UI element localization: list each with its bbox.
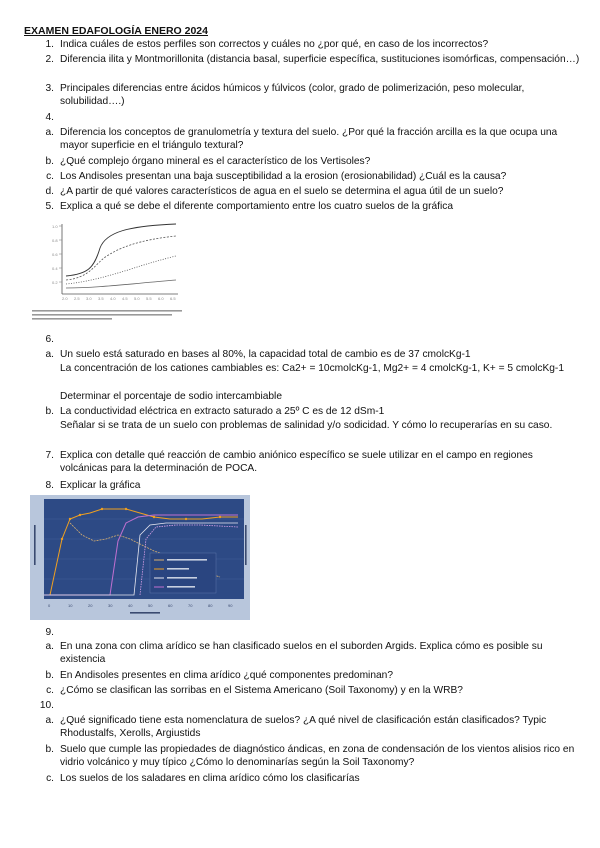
item-text: La conductividad eléctrica en extracto saturado a 25º C es de 12 dSm-1 <box>60 406 385 417</box>
svg-text:90: 90 <box>228 603 233 608</box>
soil-water-chart-figure <box>28 218 188 330</box>
item-marker: b. <box>45 670 54 681</box>
svg-text:1.0: 1.0 <box>52 224 58 229</box>
item-marker: 2. <box>45 54 54 65</box>
item-text: Explica a qué se debe el diferente comportamiento entre los cuatro suelos de la gráfica <box>60 201 454 212</box>
item-marker: 8. <box>45 480 54 491</box>
svg-text:4.0: 4.0 <box>110 296 116 301</box>
item-marker: c. <box>46 685 54 696</box>
item-marker: 1. <box>45 39 54 50</box>
item-text: Diferencia los conceptos de granulometría y textura del suelo. ¿Por qué la fracción arcilla es la que ocupa una mayor superficie en el triángulo textural? <box>60 127 558 151</box>
svg-text:3.5: 3.5 <box>98 296 104 301</box>
item-text: Principales diferencias entre ácidos húmicos y fúlvicos (color, grado de polimerización, peso molecular, solubilidad….) <box>60 83 525 107</box>
item-marker: 7. <box>45 450 54 461</box>
svg-text:4.5: 4.5 <box>122 296 128 301</box>
item-text: ¿Qué significado tiene esta nomenclatura de suelos? ¿A qué nivel de clasificación están clasificados? Typic Rhodustalfs, Xerolls, Argiustids <box>60 715 547 739</box>
item-marker: d. <box>45 186 54 197</box>
item-text: Suelo que cumple las propiedades de diagnóstico ándicas, en zona de condensación de los vientos alisios rico en vidrio volcánico y muy típico ¿Cómo lo denominarías según la Soil Taxonomy? <box>60 744 575 768</box>
item-marker: a. <box>45 715 54 726</box>
item-marker: c. <box>46 171 54 182</box>
svg-text:5.0: 5.0 <box>134 296 140 301</box>
svg-text:0: 0 <box>48 603 51 608</box>
svg-text:6.0: 6.0 <box>158 296 164 301</box>
svg-text:2.0: 2.0 <box>62 296 68 301</box>
item-text: La concentración de los cationes cambiables es: Ca2+ = 10cmolcKg-1, Mg2+ = 4 cmolcKg-1, K+ = 5 cmolcKg-1 <box>60 363 564 374</box>
item-text: Diferencia ilita y Montmorillonita (distancia basal, superficie específica, sustituciones isomórficas, compensación…) <box>60 54 580 65</box>
svg-text:70: 70 <box>188 603 193 608</box>
svg-text:10: 10 <box>68 603 73 608</box>
item-text: ¿Cómo se clasifican las sorribas en el Sistema Americano (Soil Taxonomy) y en la WRB? <box>60 685 463 696</box>
svg-text:30: 30 <box>108 603 113 608</box>
item-marker: b. <box>45 744 54 755</box>
svg-text:5.5: 5.5 <box>146 296 152 301</box>
item-marker: b. <box>45 406 54 417</box>
item-marker: b. <box>45 156 54 167</box>
item-marker: 4. <box>45 112 54 123</box>
svg-text:6.5: 6.5 <box>170 296 176 301</box>
svg-text:40: 40 <box>128 603 133 608</box>
svg-text:0.2: 0.2 <box>52 280 58 285</box>
svg-text:2.5: 2.5 <box>74 296 80 301</box>
item-text: ¿A partir de qué valores característicos de agua en el suelo se determina el agua útil de un suelo? <box>60 186 504 197</box>
item-text: Determinar el porcentaje de sodio intercambiable <box>60 391 282 402</box>
item-text: Señalar si se trata de un suelo con problemas de salinidad y/o sodicidad. Y cómo lo recuperarías en su caso. <box>60 420 553 431</box>
item-text: Indica cuáles de estos perfiles son correctos y cuáles no ¿por qué, en caso de los incorrectos? <box>60 39 489 50</box>
item-marker: a. <box>45 349 54 360</box>
item-marker: c. <box>46 773 54 784</box>
item-text: Explicar la gráfica <box>60 480 141 491</box>
item-text: ¿Qué complejo órgano mineral es el característico de los Vertisoles? <box>60 156 371 167</box>
item-marker: a. <box>45 127 54 138</box>
item-marker: 5. <box>45 201 54 212</box>
svg-text:80: 80 <box>208 603 213 608</box>
item-marker: 6. <box>45 334 54 345</box>
item-text: Explica con detalle qué reacción de cambio aniónico específico se suele utilizar en el campo en regiones volcánicas para la determinación de POCA. <box>60 450 533 474</box>
svg-text:3.0: 3.0 <box>86 296 92 301</box>
svg-text:20: 20 <box>88 603 93 608</box>
exam-title: EXAMEN EDAFOLOGÍA ENERO 2024 <box>24 25 208 37</box>
item-text: Los Andisoles presentan una baja susceptibilidad a la erosion (erosionabilidad) ¿Cuál es la causa? <box>60 171 507 182</box>
item-text: Un suelo está saturado en bases al 80%, la capacidad total de cambio es de 37 cmolcKg-1 <box>60 349 471 360</box>
item-marker: 3. <box>45 83 54 94</box>
item-text: En Andisoles presentes en clima arídico ¿qué componentes predominan? <box>60 670 393 681</box>
svg-text:0.8: 0.8 <box>52 238 58 243</box>
item-marker: 10. <box>39 700 54 711</box>
svg-text:0.4: 0.4 <box>52 266 58 271</box>
item-text: Los suelos de los saladares en clima arídico cómo los clasificarías <box>60 773 360 784</box>
blue-line-chart-figure <box>30 495 250 620</box>
svg-text:60: 60 <box>168 603 173 608</box>
svg-text:50: 50 <box>148 603 153 608</box>
item-marker: 9. <box>45 627 54 638</box>
svg-text:0.6: 0.6 <box>52 252 58 257</box>
item-text: En una zona con clima arídico se han clasificado suelos en el suborden Argids. Explica cómo es posible su existencia <box>60 641 543 665</box>
item-marker: a. <box>45 641 54 652</box>
